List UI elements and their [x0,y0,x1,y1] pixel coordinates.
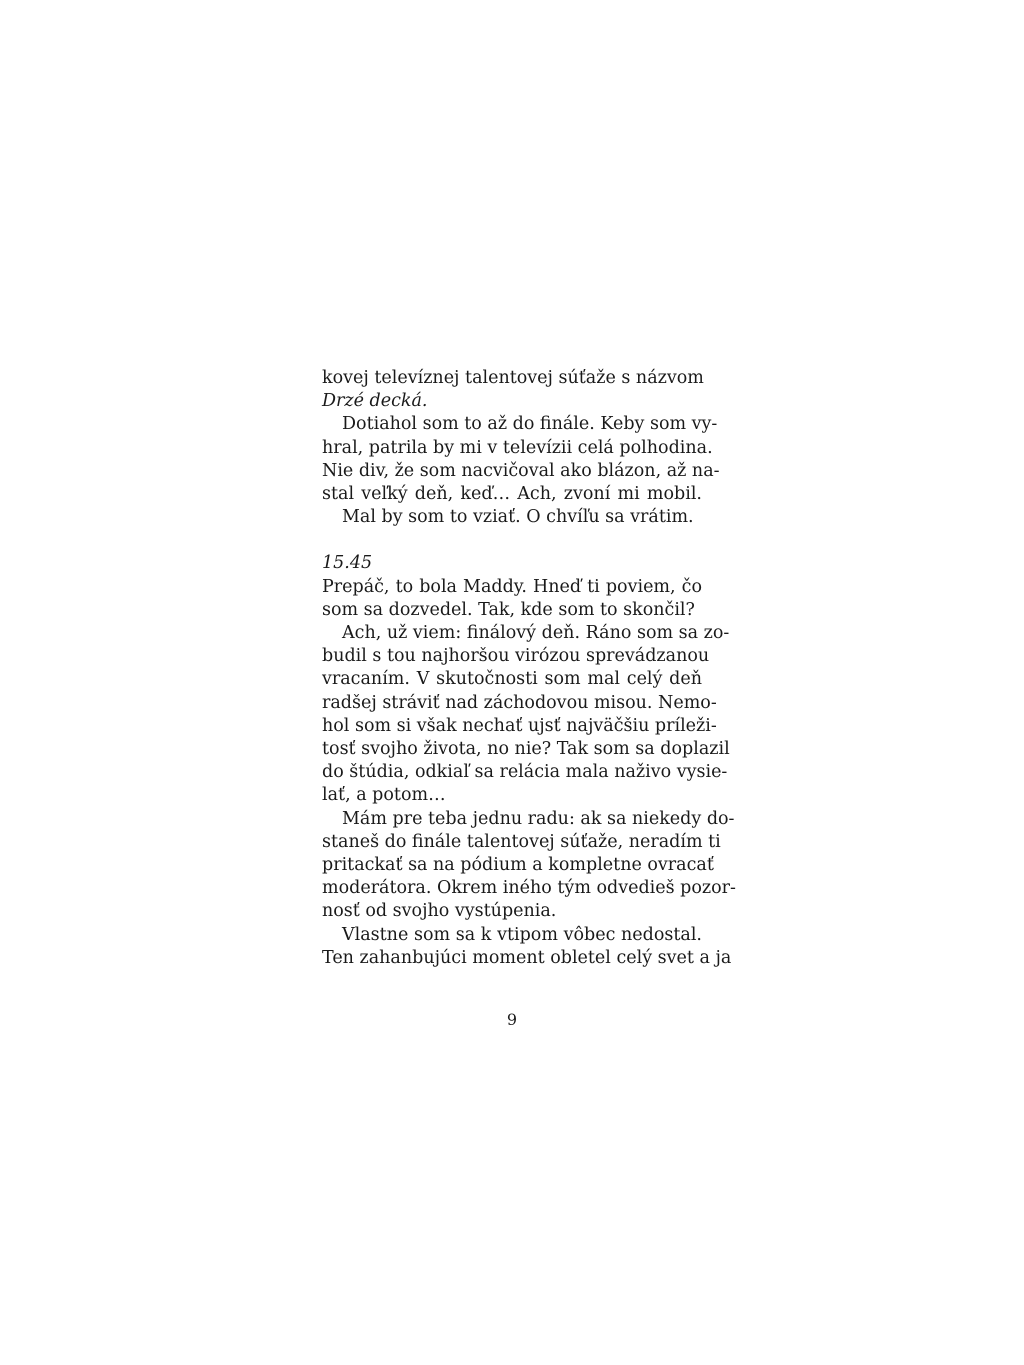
text-line: lať, a potom… [322,785,446,806]
text-line: do štúdia, odkiaľ sa relácia mala naživo vysie- [322,762,728,783]
text-line: Ach, už viem: finálový deň. Ráno som sa zo- [342,623,730,644]
text-line: pritackať sa na pódium a kompletne ovracať [322,855,714,876]
time-heading: 15.45 [322,553,373,574]
text-line: staneš do finále talentovej súťaže, neradím ti [322,831,721,852]
text-line: Ten zahanbujúci moment obletel celý svet a ja [322,947,732,968]
text-line: radšej stráviť nad záchodovou misou. Nemo- [322,692,717,713]
text-line: Nie div, že som nacvičoval ako blázon, až na- [322,460,720,481]
text-line: kovej televíznej talentovej súťaže s názvom [322,368,704,388]
text-line: budil s tou najhoršou virózou sprevádzanou [322,646,710,667]
title-italic: Drzé decká. [322,391,428,412]
text-line: stal veľký deň, keď… Ach, zvoní mi mobil. [322,484,702,505]
text-line: Prepáč, to bola Maddy. Hneď ti poviem, čo [322,576,702,597]
text-line: Mal by som to vziať. O chvíľu sa vrátim. [342,507,694,528]
text-line: som sa dozvedel. Tak, kde som to skončil? [322,599,695,620]
text-line: moderátora. Okrem iného tým odvedieš pozor- [322,878,736,899]
page-number: 9 [506,1010,518,1029]
text-line: Mám pre teba jednu radu: ak sa niekedy do- [342,808,735,829]
body-text [322,367,736,970]
text-line: hol som si však nechať ujsť najväčšiu príleži- [322,715,717,736]
text-line: hral, patrila by mi v televízii celá polhodina. [322,437,713,458]
text-line: Dotiahol som to až do finále. Keby som vy- [342,414,718,435]
text-line: Vlastne som sa k vtipom vôbec nedostal. [342,924,702,945]
text-line: tosť svojho života, no nie? Tak som sa doplazil [322,739,730,760]
text-line: nosť od svojho vystúpenia. [322,901,557,922]
text-line: vracaním. V skutočnosti som mal celý deň [322,669,702,690]
